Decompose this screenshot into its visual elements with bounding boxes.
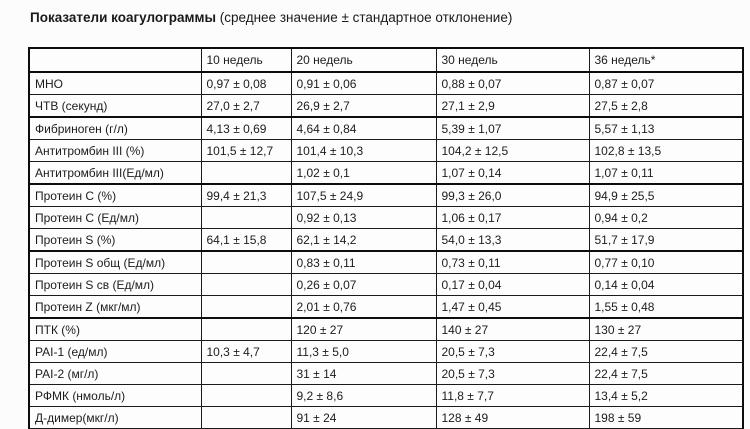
value-cell: 26,9 ± 2,7: [291, 95, 436, 118]
value-cell: 22,4 ± 7,5: [589, 363, 743, 385]
value-cell: 120 ± 27: [291, 318, 436, 341]
table-row: [29, 207, 743, 229]
value-cell: [201, 162, 291, 185]
table-row: [29, 72, 743, 95]
table-row: [29, 95, 743, 118]
value-cell: 1,07 ± 0,11: [589, 162, 743, 185]
value-cell: 22,4 ± 7,5: [589, 341, 743, 363]
value-cell: 27,1 ± 2,9: [436, 95, 589, 118]
row-label: PAI-2 (мг/л): [29, 363, 201, 385]
value-cell: [201, 251, 291, 274]
value-cell: 198 ± 59: [589, 407, 743, 429]
value-cell: 1,55 ± 0,48: [589, 296, 743, 319]
value-cell: 101,5 ± 12,7: [201, 140, 291, 162]
page-title-main: Показатели коагулограммы: [30, 10, 216, 25]
header-col-20-weeks: 20 недель: [291, 48, 436, 72]
row-label: Д-димер(мкг/л): [29, 407, 201, 429]
row-label: Протеин С (%): [29, 184, 201, 207]
header-row: [29, 48, 743, 72]
value-cell: 2,01 ± 0,76: [291, 296, 436, 319]
value-cell: 0,94 ± 0,2: [589, 207, 743, 229]
header-col-10-weeks: 10 недель: [201, 48, 291, 72]
table-row: [29, 117, 743, 140]
value-cell: 20,5 ± 7,3: [436, 363, 589, 385]
value-cell: 1,06 ± 0,17: [436, 207, 589, 229]
value-cell: 0,26 ± 0,07: [291, 274, 436, 296]
row-label: PAI-1 (ед/мл): [29, 341, 201, 363]
value-cell: 102,8 ± 13,5: [589, 140, 743, 162]
row-label: РФМК (нмоль/л): [29, 385, 201, 407]
value-cell: 11,3 ± 5,0: [291, 341, 436, 363]
value-cell: 0,17 ± 0,04: [436, 274, 589, 296]
table-row: [29, 385, 743, 407]
value-cell: 4,64 ± 0,84: [291, 117, 436, 140]
value-cell: 1,02 ± 0,1: [291, 162, 436, 185]
row-label: Антитромбин III(Ед/мл): [29, 162, 201, 185]
row-label: ЧТВ (секунд): [29, 95, 201, 118]
value-cell: 5,57 ± 1,13: [589, 117, 743, 140]
value-cell: 5,39 ± 1,07: [436, 117, 589, 140]
value-cell: 11,8 ± 7,7: [436, 385, 589, 407]
value-cell: [201, 407, 291, 429]
value-cell: 0,73 ± 0,11: [436, 251, 589, 274]
value-cell: [201, 318, 291, 341]
value-cell: 31 ± 14: [291, 363, 436, 385]
table-row: [29, 162, 743, 185]
table-row: [29, 341, 743, 363]
value-cell: [201, 296, 291, 319]
row-label: ПТК (%): [29, 318, 201, 341]
value-cell: 101,4 ± 10,3: [291, 140, 436, 162]
value-cell: 62,1 ± 14,2: [291, 229, 436, 252]
table-row: [29, 184, 743, 207]
value-cell: [201, 363, 291, 385]
value-cell: 20,5 ± 7,3: [436, 341, 589, 363]
value-cell: 91 ± 24: [291, 407, 436, 429]
row-label: Протеин S общ (Ед/мл): [29, 251, 201, 274]
value-cell: 140 ± 27: [436, 318, 589, 341]
value-cell: 104,2 ± 12,5: [436, 140, 589, 162]
table-row: [29, 140, 743, 162]
value-cell: 10,3 ± 4,7: [201, 341, 291, 363]
table-body: [29, 72, 743, 429]
table-row: [29, 251, 743, 274]
value-cell: 9,2 ± 8,6: [291, 385, 436, 407]
value-cell: [201, 385, 291, 407]
row-label: Протеин S св (Ед/мл): [29, 274, 201, 296]
value-cell: 99,3 ± 26,0: [436, 184, 589, 207]
value-cell: 51,7 ± 17,9: [589, 229, 743, 252]
row-label: Антитромбин III (%): [29, 140, 201, 162]
row-label: Протеин Z (мкг/мл): [29, 296, 201, 319]
header-col-30-weeks: 30 недель: [436, 48, 589, 72]
value-cell: 0,88 ± 0,07: [436, 72, 589, 95]
value-cell: 130 ± 27: [589, 318, 743, 341]
table-row: [29, 318, 743, 341]
value-cell: 13,4 ± 5,2: [589, 385, 743, 407]
page-title-note: (среднее значение ± стандартное отклонение): [219, 10, 513, 25]
value-cell: 27,5 ± 2,8: [589, 95, 743, 118]
value-cell: [201, 274, 291, 296]
page-title: [30, 10, 512, 25]
value-cell: 128 ± 49: [436, 407, 589, 429]
table-header: [29, 48, 743, 72]
row-label: Фибриноген (г/л): [29, 117, 201, 140]
header-corner-cell: [29, 48, 201, 72]
value-cell: 1,47 ± 0,45: [436, 296, 589, 319]
value-cell: 54,0 ± 13,3: [436, 229, 589, 252]
value-cell: 0,92 ± 0,13: [291, 207, 436, 229]
value-cell: 0,77 ± 0,10: [589, 251, 743, 274]
row-label: МНО: [29, 72, 201, 95]
value-cell: 4,13 ± 0,69: [201, 117, 291, 140]
coagulogram-table: [28, 47, 744, 429]
value-cell: 0,14 ± 0,04: [589, 274, 743, 296]
value-cell: 107,5 ± 24,9: [291, 184, 436, 207]
table-row: [29, 407, 743, 429]
row-label: Протеин С (Ед/мл): [29, 207, 201, 229]
value-cell: 1,07 ± 0,14: [436, 162, 589, 185]
value-cell: 0,83 ± 0,11: [291, 251, 436, 274]
value-cell: 64,1 ± 15,8: [201, 229, 291, 252]
table-row: [29, 296, 743, 319]
value-cell: 94,9 ± 25,5: [589, 184, 743, 207]
value-cell: 0,97 ± 0,08: [201, 72, 291, 95]
value-cell: 0,87 ± 0,07: [589, 72, 743, 95]
row-label: Протеин S (%): [29, 229, 201, 252]
value-cell: 0,91 ± 0,06: [291, 72, 436, 95]
value-cell: 99,4 ± 21,3: [201, 184, 291, 207]
value-cell: 27,0 ± 2,7: [201, 95, 291, 118]
table-row: [29, 363, 743, 385]
header-col-36-weeks: 36 недель*: [589, 48, 743, 72]
table-row: [29, 229, 743, 252]
table-row: [29, 274, 743, 296]
value-cell: [201, 207, 291, 229]
